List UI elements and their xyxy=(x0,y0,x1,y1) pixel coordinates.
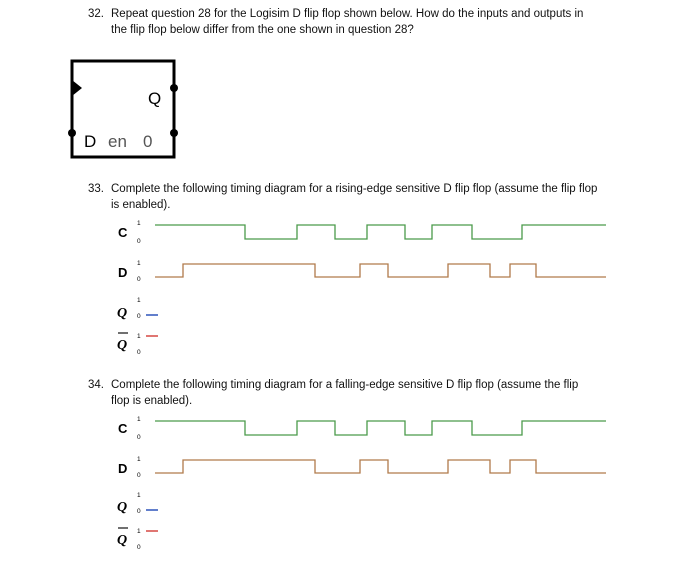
level-high-label: 1 xyxy=(137,528,141,535)
clock-waveform xyxy=(155,421,606,435)
question-line-2: flop is enabled). xyxy=(111,395,193,407)
data-label: D xyxy=(118,265,128,280)
question-number: 34. xyxy=(88,379,104,391)
clock-row xyxy=(118,416,606,441)
question-line-2: is enabled). xyxy=(111,199,171,211)
question-number: 32. xyxy=(88,8,104,20)
qbar-row xyxy=(117,528,158,551)
level-low-label: 0 xyxy=(137,544,141,551)
level-low-label: 0 xyxy=(137,238,141,245)
qbar-label: Q xyxy=(117,338,128,353)
qbar-label: Q xyxy=(117,533,128,548)
clock-label: C xyxy=(118,225,128,240)
data-waveform xyxy=(155,460,606,473)
level-high-label: 1 xyxy=(137,492,141,499)
level-low-label: 0 xyxy=(137,349,141,356)
question-line-1: Repeat question 28 for the Logisim D flip flop shown below. How do the inputs and outputs in xyxy=(111,8,584,20)
question-line-2: the flip flop below differ from the one shown in question 28? xyxy=(111,24,414,36)
data-label: D xyxy=(118,461,128,476)
level-high-label: 1 xyxy=(137,260,141,267)
question-line-1: Complete the following timing diagram for a rising-edge sensitive D flip flop (assume the flip flop xyxy=(111,183,598,195)
q-label: Q xyxy=(148,89,162,108)
level-low-label: 0 xyxy=(137,313,141,320)
level-low-label: 0 xyxy=(137,508,141,515)
level-high-label: 1 xyxy=(137,220,141,227)
d-label: D xyxy=(84,132,97,151)
data-row xyxy=(118,456,606,479)
question-number: 33. xyxy=(88,183,104,195)
en-label: en xyxy=(108,132,127,151)
question-line-1: Complete the following timing diagram for a falling-edge sensitive D flip flop (assume the flip xyxy=(111,379,579,391)
level-high-label: 1 xyxy=(137,416,141,423)
zero-label: 0 xyxy=(143,132,153,151)
q-label: Q xyxy=(117,500,128,515)
level-high-label: 1 xyxy=(137,297,141,304)
level-high-label: 1 xyxy=(137,333,141,340)
level-low-label: 0 xyxy=(137,472,141,479)
level-low-label: 0 xyxy=(137,434,141,441)
q-label: Q xyxy=(117,306,128,321)
level-high-label: 1 xyxy=(137,456,141,463)
level-low-label: 0 xyxy=(137,276,141,283)
clock-label: C xyxy=(118,421,128,436)
q-row xyxy=(117,492,158,515)
